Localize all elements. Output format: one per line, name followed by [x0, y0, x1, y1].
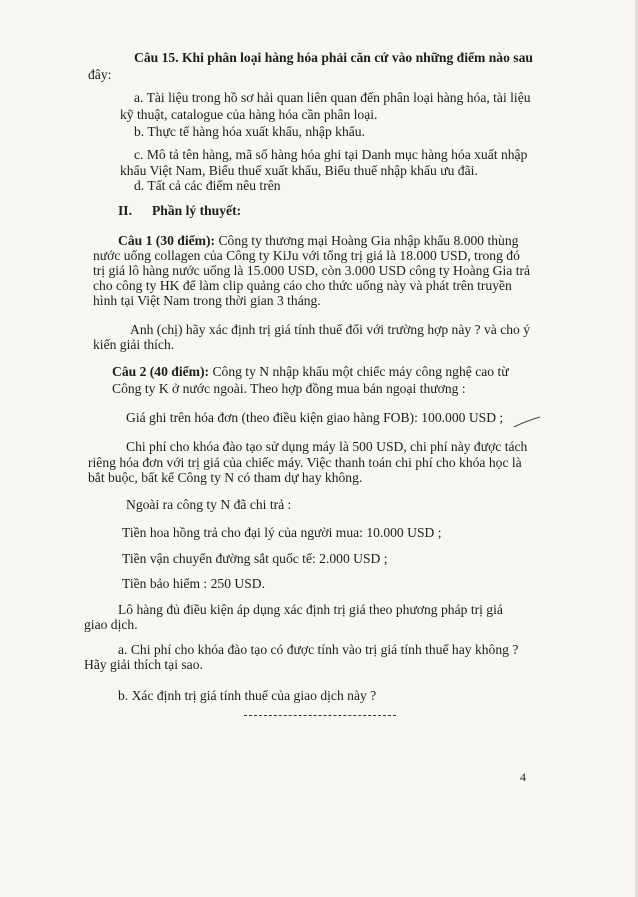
cau2-question-a-line2: Hãy giải thích tại sao.: [84, 657, 203, 672]
page-number: 4: [520, 770, 526, 784]
q15-option-a-line2: kỹ thuật, catalogue của hàng hóa cần phân loại.: [120, 107, 378, 122]
cau2-question-b: b. Xác định trị giá tính thuế của giao dịch này ?: [118, 688, 377, 703]
cau2-method-line1: Lô hàng đủ điều kiện áp dụng xác định trị giá theo phương pháp trị giá: [118, 602, 503, 617]
q15-option-a-line1: a. Tài liệu trong hồ sơ hải quan liên quan đến phân loại hàng hóa, tài liệu: [134, 90, 531, 105]
cau2-line2: Công ty K ở nước ngoài. Theo hợp đồng mua bán ngoại thương :: [112, 381, 466, 396]
cau2-training-line3: bắt buộc, bất kể Công ty N có tham dự hay không.: [88, 470, 363, 485]
cau2-transport: Tiền vận chuyển đường sắt quốc tế: 2.000 USD ;: [122, 551, 388, 566]
cau1-question-line1: Anh (chị) hãy xác định trị giá tính thuế đối với trường hợp này ? và cho ý: [130, 322, 531, 337]
cau1-line5: hình tại Việt Nam trong thời gian 3 tháng.: [93, 293, 321, 308]
section-title: Phần lý thuyết:: [152, 203, 242, 218]
cau2-insurance: Tiền bảo hiểm : 250 USD.: [122, 576, 265, 591]
cau1-line3: trị giá lô hàng nước uống là 15.000 USD, còn 3.000 USD công ty Hoàng Gia trả: [93, 263, 531, 278]
cau2-method-line2: giao dịch.: [84, 617, 138, 632]
cau2-training-line1: Chi phí cho khóa đào tạo sử dụng máy là 500 USD, chi phí này được tách: [126, 439, 528, 454]
q15-option-c-line2: khẩu Việt Nam, Biểu thuế xuất khẩu, Biểu thuế nhập khẩu ưu đãi.: [120, 163, 478, 178]
cau2-commission: Tiền hoa hồng trả cho đại lý của người mua: 10.000 USD ;: [122, 525, 442, 540]
cau2-extra-costs: Ngoài ra công ty N đã chi trả :: [126, 497, 292, 512]
cau2-question-a-line1: a. Chi phí cho khóa đào tạo có được tính vào trị giá tính thuế hay không ?: [118, 642, 519, 657]
q15-heading-line1: Câu 15. Khi phân loại hàng hóa phải căn cứ vào những điểm nào sau: [134, 50, 533, 65]
section-number: II.: [118, 203, 132, 218]
cau1-line4: cho công ty HK để làm clip quảng cáo cho thức uống này và phát trên truyền: [93, 278, 512, 293]
cau2-line1: [112, 364, 509, 380]
cau2-training-line2: riêng hóa đơn với trị giá của chiếc máy. Việc thanh toán chi phí cho khóa học là: [88, 455, 522, 470]
cau1-line1: [118, 233, 518, 249]
cau2-label: Câu 2 (40 điểm):: [112, 364, 210, 379]
cau2-text-line1: Công ty N nhập khẩu một chiếc máy công nghệ cao từ: [212, 364, 509, 379]
q15-option-d: d. Tất cả các điểm nêu trên: [134, 178, 281, 193]
cau1-text-line1: Công ty thương mại Hoàng Gia nhập khẩu 8.000 thùng: [218, 233, 519, 248]
cau1-line2: nước uống collagen của Công ty KiJu với tổng trị giá là 18.000 USD, trong đó: [93, 248, 520, 263]
q15-option-c-line1: c. Mô tả tên hàng, mã số hàng hóa ghi tại Danh mục hàng hóa xuất nhập: [134, 147, 528, 162]
q15-heading-line2: đây:: [88, 67, 112, 82]
cau1-label: Câu 1 (30 điểm):: [118, 233, 216, 248]
cau2-invoice-price: Giá ghi trên hóa đơn (theo điều kiện giao hàng FOB): 100.000 USD ;: [126, 410, 504, 425]
cau1-question-line2: kiến giải thích.: [93, 337, 175, 352]
pen-mark-icon: [512, 415, 542, 429]
end-divider: [244, 715, 396, 716]
q15-option-b: b. Thực tế hàng hóa xuất khẩu, nhập khẩu.: [134, 124, 365, 139]
